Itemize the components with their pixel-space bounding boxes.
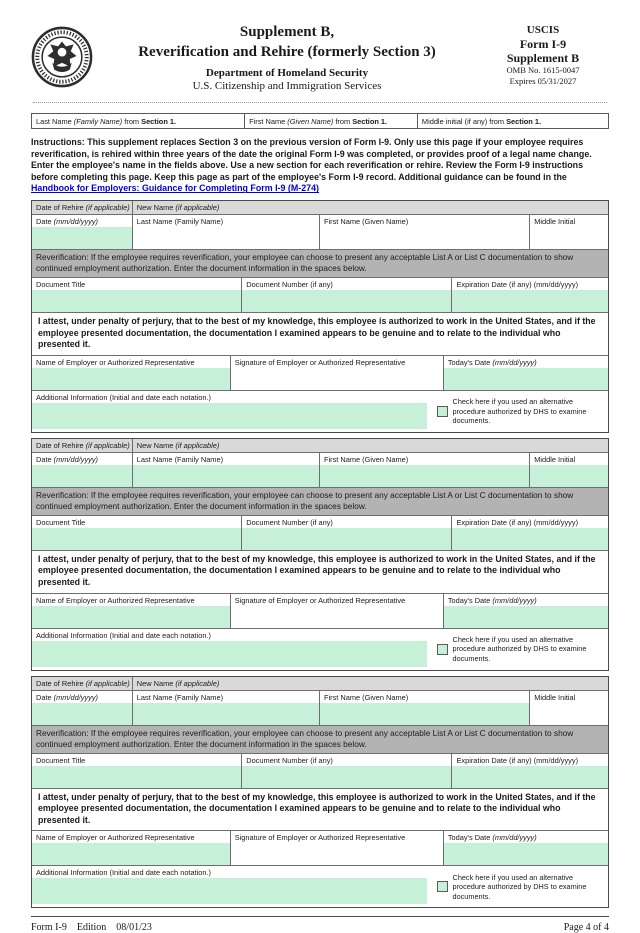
form-id-block <box>477 20 609 87</box>
new-middle-initial-label: Middle Initial <box>534 216 576 226</box>
expiration-date-label: Expiration Date (if any) (mm/dd/yyyy) <box>456 755 579 765</box>
todays-date-input[interactable] <box>444 843 608 865</box>
todays-date-input[interactable] <box>444 368 608 390</box>
section1-employer-row <box>32 356 608 390</box>
alt-procedure-checkbox-label: Check here if you used an alternative procedure authorized by DHS to examine documents. <box>452 397 587 425</box>
rehire-date-header-label: Date of Rehire (if applicable) <box>32 201 133 214</box>
section3-employer-row <box>32 831 608 865</box>
attestation-text: I attest, under penalty of perjury, that to the best of my knowledge, this employee is authorized to work in the United States, and if the employee presented documentation, the documentation I examined appears to be genuine and to relate to the individual who presented it. <box>32 312 608 356</box>
employee-name-box <box>31 113 609 129</box>
department-name: Department of Homeland Security <box>205 67 369 79</box>
new-first-name-label: First Name (Given Name) <box>323 692 409 702</box>
reverification-section-1 <box>31 200 609 433</box>
last-name-label: Last Name (Family Name) from Section 1. <box>36 117 177 126</box>
m274-handbook-link[interactable]: Handbook for Employers: Guidance for Completing Form I-9 (M-274) <box>31 183 319 194</box>
rehire-date-header-label: Date of Rehire (if applicable) <box>32 439 133 452</box>
section2-rehire-header <box>32 439 608 453</box>
attestation-text: I attest, under penalty of perjury, that to the best of my knowledge, this employee is authorized to work in the United States, and if the employee presented documentation, the documentation I examined appears to be genuine and to relate to the individual who presented it. <box>32 788 608 832</box>
document-number-label: Document Number (if any) <box>246 279 333 289</box>
document-title-input[interactable] <box>32 528 241 550</box>
new-last-name-label: Last Name (Family Name) <box>136 454 224 464</box>
reverification-note: Reverification: If the employee requires reverification, your employee can choose to present any acceptable List A or List C documentation to show continued employment authorization. Enter the document information in the spaces below. <box>32 725 608 754</box>
agency-name: U.S. Citizenship and Immigration Services <box>192 80 382 92</box>
expiration-date-input[interactable] <box>452 290 608 312</box>
additional-info-label: Additional Information (Initial and date each notation.) <box>36 392 212 402</box>
page-footer <box>31 916 609 933</box>
employer-name-label: Name of Employer or Authorized Representative <box>36 595 195 605</box>
reverification-section-3 <box>31 676 609 909</box>
section2-employer-row <box>32 594 608 628</box>
document-title-input[interactable] <box>32 766 241 788</box>
new-last-name-input[interactable] <box>133 703 319 725</box>
section2-document-row <box>32 516 608 550</box>
form-number: Form I-9 <box>519 37 567 51</box>
middle-initial-label: Middle initial (if any) from Section 1. <box>421 117 542 126</box>
first-name-cell <box>245 114 418 128</box>
agency-abbr: USCIS <box>526 24 560 36</box>
employer-signature-label: Signature of Employer or Authorized Representative <box>234 833 406 843</box>
additional-info-input[interactable] <box>32 403 427 429</box>
section3-name-row <box>32 691 608 725</box>
section1-additional-row <box>32 390 608 432</box>
new-first-name-input[interactable] <box>320 465 529 487</box>
new-last-name-input[interactable] <box>133 227 319 249</box>
instructions-paragraph: Instructions: This supplement replaces Section 3 on the previous version of Form I-9. Only use this page if your employee requires reverification, is rehired within three years of the date the original Form I-9 was completed, or provides proof of a legal name change. Enter the employee's name in the fields above. Use a new section for each reverification or rehire. Review the Form I-9 instructions before completing this page. Keep this page as part of the employee's Form I-9 record. Additional guidance can be found in the Handbook for Employers: Guidance for Completing Form I-9 (M-274) <box>31 137 592 194</box>
rehire-date-input[interactable] <box>32 227 132 249</box>
employer-signature-label: Signature of Employer or Authorized Representative <box>234 595 406 605</box>
first-name-label: First Name (Given Name) from Section 1. <box>249 117 388 126</box>
document-title-label: Document Title <box>36 755 86 765</box>
form-title-block <box>97 20 477 93</box>
alt-procedure-checkbox-label: Check here if you used an alternative procedure authorized by DHS to examine documents. <box>452 872 587 901</box>
todays-date-label: Today's Date (mm/dd/yyyy) <box>447 595 537 605</box>
additional-info-input[interactable] <box>32 878 427 904</box>
new-middle-initial-input[interactable] <box>530 227 608 249</box>
new-first-name-label: First Name (Given Name) <box>323 454 409 464</box>
todays-date-label: Today's Date (mm/dd/yyyy) <box>447 357 537 367</box>
footer-page-number: Page 4 of 4 <box>563 922 609 933</box>
document-number-input[interactable] <box>242 528 451 550</box>
new-last-name-label: Last Name (Family Name) <box>136 692 224 702</box>
new-middle-initial-label: Middle Initial <box>534 454 576 464</box>
expiration-date-label: Expiration Date (if any) (mm/dd/yyyy) <box>456 517 579 527</box>
alt-procedure-checkbox-label: Check here if you used an alternative procedure authorized by DHS to examine documents. <box>452 634 587 663</box>
employer-signature-input[interactable] <box>231 368 443 390</box>
form-title-line1: Supplement B, <box>239 24 335 40</box>
employer-name-input[interactable] <box>32 606 230 628</box>
rehire-date-input[interactable] <box>32 703 132 725</box>
form-header <box>31 20 609 93</box>
section1-name-row <box>32 215 608 249</box>
new-middle-initial-label: Middle Initial <box>534 692 576 702</box>
todays-date-label: Today's Date (mm/dd/yyyy) <box>447 833 537 843</box>
alt-procedure-checkbox[interactable] <box>437 881 448 892</box>
employer-signature-input[interactable] <box>231 843 443 865</box>
footer-edition: Form I-9 Edition 08/01/23 <box>31 922 152 933</box>
additional-info-input[interactable] <box>32 641 427 667</box>
new-first-name-label: First Name (Given Name) <box>323 216 409 226</box>
rehire-date-header-label: Date of Rehire (if applicable) <box>32 677 133 690</box>
middle-initial-cell <box>418 114 608 128</box>
rehire-date-label: Date (mm/dd/yyyy) <box>36 216 99 226</box>
employer-name-label: Name of Employer or Authorized Representative <box>36 833 195 843</box>
employer-name-input[interactable] <box>32 368 230 390</box>
reverification-section-2 <box>31 438 609 671</box>
document-number-input[interactable] <box>242 290 451 312</box>
section3-rehire-header <box>32 677 608 691</box>
alt-procedure-checkbox[interactable] <box>437 406 448 417</box>
new-name-header-label: New Name (if applicable) <box>136 678 220 688</box>
new-name-header-label: New Name (if applicable) <box>136 202 220 212</box>
todays-date-input[interactable] <box>444 606 608 628</box>
expiration-note: Expires 05/31/2027 <box>509 76 577 86</box>
employer-signature-label: Signature of Employer or Authorized Representative <box>234 357 406 367</box>
section2-additional-row <box>32 628 608 670</box>
document-number-label: Document Number (if any) <box>246 517 333 527</box>
section3-additional-row <box>32 865 608 907</box>
document-title-label: Document Title <box>36 517 86 527</box>
section3-document-row <box>32 754 608 788</box>
employer-name-label: Name of Employer or Authorized Representative <box>36 357 195 367</box>
expiration-date-input[interactable] <box>452 528 608 550</box>
document-number-label: Document Number (if any) <box>246 755 333 765</box>
reverification-note: Reverification: If the employee requires reverification, your employee can choose to present any acceptable List A or List C documentation to show continued employment authorization. Enter the document information in the spaces below. <box>32 249 608 278</box>
new-last-name-input[interactable] <box>133 465 319 487</box>
omb-number: OMB No. 1615-0047 <box>506 65 580 75</box>
document-title-input[interactable] <box>32 290 241 312</box>
new-first-name-input[interactable] <box>320 703 529 725</box>
section1-document-row <box>32 278 608 312</box>
rehire-date-input[interactable] <box>32 465 132 487</box>
document-title-label: Document Title <box>36 279 86 289</box>
new-first-name-input[interactable] <box>320 227 529 249</box>
new-name-header-label: New Name (if applicable) <box>136 440 220 450</box>
rehire-date-label: Date (mm/dd/yyyy) <box>36 454 99 464</box>
dhs-seal-icon <box>31 20 97 93</box>
additional-info-label: Additional Information (Initial and date each notation.) <box>36 630 212 640</box>
expiration-date-input[interactable] <box>452 766 608 788</box>
form-supplement: Supplement B <box>506 51 580 65</box>
employer-signature-input[interactable] <box>231 606 443 628</box>
additional-info-label: Additional Information (Initial and date each notation.) <box>36 868 212 878</box>
form-title-line2: Reverification and Rehire (formerly Section 3) <box>138 44 436 60</box>
attestation-text: I attest, under penalty of perjury, that to the best of my knowledge, this employee is authorized to work in the United States, and if the employee presented documentation, the documentation I examined appears to be genuine and to relate to the individual who presented it. <box>32 550 608 594</box>
section1-rehire-header <box>32 201 608 215</box>
employer-name-input[interactable] <box>32 843 230 865</box>
new-middle-initial-input[interactable] <box>530 465 608 487</box>
rehire-date-label: Date (mm/dd/yyyy) <box>36 692 99 702</box>
document-number-input[interactable] <box>242 766 451 788</box>
new-last-name-label: Last Name (Family Name) <box>136 216 224 226</box>
last-name-cell <box>32 114 245 128</box>
section2-name-row <box>32 453 608 487</box>
alt-procedure-checkbox[interactable] <box>437 644 448 655</box>
new-middle-initial-input[interactable] <box>530 703 608 725</box>
reverification-note: Reverification: If the employee requires reverification, your employee can choose to present any acceptable List A or List C documentation to show continued employment authorization. Enter the document information in the spaces below. <box>32 487 608 516</box>
expiration-date-label: Expiration Date (if any) (mm/dd/yyyy) <box>456 279 579 289</box>
